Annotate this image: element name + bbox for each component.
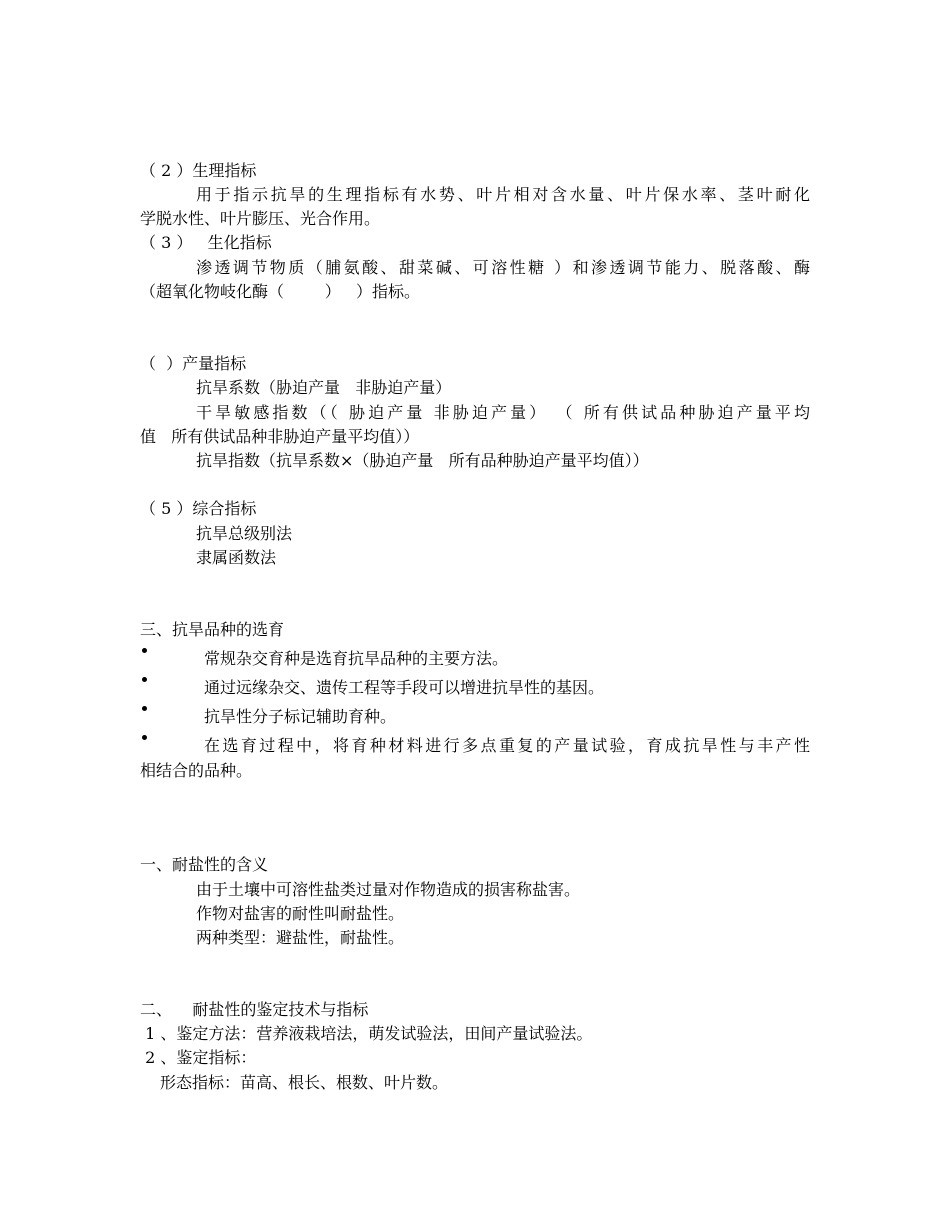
bullet-item: 常规杂交育种是选育抗旱品种的主要方法。 [204,649,509,668]
section-heading-salt-definition: 一、耐盐性的含义 [140,855,269,874]
paragraph-line: 两种类型：避盐性，耐盐性。 [196,928,405,947]
paragraph-line: 作物对盐害的耐性叫耐盐性。 [196,904,405,923]
paragraph-line: 用于指示抗旱的生理指标有水势、叶片相对含水量、叶片保水率、茎叶耐化 [196,185,810,204]
section-heading-physiological: （ 2 ）生理指标 [140,161,257,180]
paragraph-line: 形态指标：苗高、根长、根数、叶片数。 [160,1073,449,1092]
bullet-item-continued: 相结合的品种。 [140,761,253,780]
list-item: 抗旱总级别法 [196,524,293,543]
bullet-icon [142,677,147,682]
list-item: 隶属函数法 [196,548,277,567]
paragraph-line: 1 、鉴定方法：营养液栽培法，萌发试验法，田间产量试验法。 [140,1024,593,1043]
list-item: 干旱敏感指数（（ 胁迫产量 非胁迫产量） （ 所有供试品种胁迫产量平均 [196,403,810,422]
bullet-item: 抗旱性分子标记辅助育种。 [204,707,397,726]
bullet-item: 通过远缘杂交、遗传工程等手段可以增进抗旱性的基因。 [204,678,605,697]
list-item: 抗旱指数（抗旱系数×（胁迫产量 所有品种胁迫产量平均值）） [196,451,649,470]
paragraph-line: 2 、鉴定指标： [140,1048,257,1067]
paragraph-line: 由于土壤中可溶性盐类过量对作物造成的损害称盐害。 [196,880,581,899]
section-heading-composite: （ 5 ）综合指标 [140,499,257,518]
bullet-icon [142,735,147,740]
bullet-item: 在选育过程中，将育种材料进行多点重复的产量试验，育成抗旱性与丰产性 [204,736,810,755]
section-heading-salt-identification: 二、 耐盐性的鉴定技术与指标 [140,1000,369,1019]
section-heading-breeding: 三、抗旱品种的选育 [140,620,285,639]
list-item: 值 所有供试品种非胁迫产量平均值）） [140,427,420,446]
section-heading-biochemical: （ 3 ） 生化指标 [140,233,272,252]
paragraph-line: 渗透调节物质（脯氨酸、甜菜碱、可溶性糖 ）和渗透调节能力、脱落酸、酶 [196,258,810,277]
paragraph-line: 学脱水性、叶片膨压、光合作用。 [140,209,381,228]
list-item: 抗旱系数（胁迫产量 非胁迫产量） [196,378,452,397]
paragraph-line: （超氧化物岐化酶（ ） ）指标。 [140,282,420,301]
bullet-icon [142,706,147,711]
section-heading-yield: （ ）产量指标 [140,354,247,373]
bullet-icon [142,648,147,653]
